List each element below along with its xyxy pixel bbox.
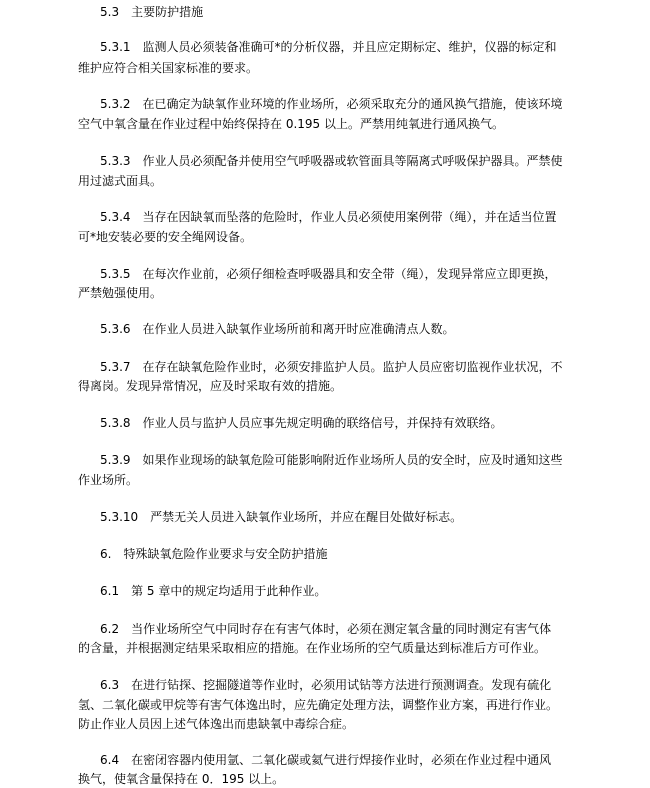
clause-number: 5.3.5 — [100, 267, 131, 281]
clause-number: 5.3.3 — [100, 154, 131, 168]
clause-text: 在已确定为缺氧作业环境的作业场所，必须采取充分的通风换气措施，使该环境 — [142, 97, 563, 111]
clause-6-1 — [0, 583, 650, 599]
clause-number: 5.3.2 — [100, 97, 131, 111]
clause-5-3-10 — [0, 509, 650, 525]
clause-6-3-cont2: 防止作业人员因上述气体逸出而患缺氧中毒综合症。 — [78, 717, 355, 731]
clause-5-3-8 — [0, 415, 650, 431]
clause-number: 5.3.8 — [100, 416, 131, 430]
clause-6-4 — [0, 752, 650, 768]
clause-5-3-2-cont: 空气中氧含量在作业过程中始终保持在 0.195 以上。严禁用纯氧进行通风换气。 — [78, 117, 504, 131]
clause-5-3-4-cont: 可*地安装必要的安全绳网设备。 — [78, 230, 253, 244]
clause-5-3-7-cont: 得离岗。发现异常情况，应及时采取有效的措施。 — [78, 379, 343, 393]
clause-5-3-3-cont: 用过滤式面具。 — [78, 174, 163, 188]
clause-text: 在存在缺氧危险作业时，必须安排监护人员。监护人员应密切监视作业状况，不 — [142, 360, 563, 374]
clause-text: 严禁无关人员进入缺氧作业场所，并应在醒目处做好标志。 — [150, 510, 463, 524]
clause-number: 5.3.9 — [100, 453, 131, 467]
section-heading: 特殊缺氧危险作业要求与安全防护措施 — [123, 547, 328, 561]
clause-6-3-cont: 氢、二氧化碳或甲烷等有害气体逸出时，应先确定处理方法，调整作业方案，再进行作业。 — [78, 698, 559, 712]
clause-5-3-9 — [0, 452, 650, 468]
clause-text: 作业人员与监护人员应事先规定明确的联络信号，并保持有效联络。 — [142, 416, 503, 430]
clause-5-3-5-cont: 严禁勉强使用。 — [78, 286, 163, 300]
clause-text: 在密闭容器内使用氩、二氧化碳或氦气进行焊接作业时，必须在作业过程中通风 — [131, 753, 552, 767]
clause-number: 5.3.1 — [100, 40, 131, 54]
clause-6-3 — [0, 677, 650, 693]
clause-text: 在每次作业前，必须仔细检查呼吸器具和安全带（绳），发现异常应立即更换， — [142, 267, 557, 281]
clause-5-3-1-cont: 维护应符合相关国家标准的要求。 — [78, 61, 259, 75]
clause-number: 6.3 — [100, 678, 120, 692]
clause-text: 第 5 章中的规定均适用于此种作业。 — [131, 584, 327, 598]
clause-text: 当作业场所空气中同时存在有害气体时，必须在测定氧含量的同时测定有害气体 — [131, 622, 552, 636]
clause-text: 在进行钻探、挖掘隧道等作业时，必须用试钻等方法进行预测调查。发现有硫化 — [131, 678, 552, 692]
clause-5-3-1 — [0, 39, 650, 55]
clause-number: 5.3.10 — [100, 510, 139, 524]
clause-5-3-3 — [0, 153, 650, 169]
clause-text: 作业人员必须配备并使用空气呼吸器或软管面具等隔离式呼吸保护器具。严禁使 — [142, 154, 563, 168]
clause-text: 在作业人员进入缺氧作业场所前和离开时应准确清点人数。 — [142, 322, 455, 336]
clause-6-4-cont: 换气，使氧含量保持在 0．195 以上。 — [78, 772, 285, 786]
clause-5-3-6 — [0, 321, 650, 337]
clause-number: 6.4 — [100, 753, 120, 767]
clause-5-3-7 — [0, 359, 650, 375]
clause-5-3-2 — [0, 96, 650, 112]
clause-number: 6.2 — [100, 622, 120, 636]
clause-number: 5.3.4 — [100, 210, 131, 224]
section-number: 5.3 — [100, 5, 120, 19]
section-6 — [0, 546, 650, 562]
section-heading: 主要防护措施 — [131, 5, 204, 19]
clause-text: 如果作业现场的缺氧危险可能影响附近作业场所人员的安全时，应及时通知这些 — [142, 453, 563, 467]
clause-number: 5.3.6 — [100, 322, 131, 336]
clause-text: 监测人员必须装备准确可*的分析仪器，并且应定期标定、维护，仪器的标定和 — [142, 40, 557, 54]
clause-5-3-4 — [0, 209, 650, 225]
clause-number: 6.1 — [100, 584, 120, 598]
clause-6-2 — [0, 621, 650, 637]
clause-5-3-5 — [0, 266, 650, 282]
section-number: 6. — [100, 547, 112, 561]
clause-5-3-9-cont: 作业场所。 — [78, 473, 139, 487]
clause-6-2-cont: 的含量，并根据测定结果采取相应的措施。在作业场所的空气质量达到标准后方可作业。 — [78, 641, 547, 655]
clause-number: 5.3.7 — [100, 360, 131, 374]
section-5-3 — [0, 4, 650, 20]
clause-text: 当存在因缺氧而坠落的危险时，作业人员必须使用案例带（绳），并在适当位置 — [142, 210, 557, 224]
